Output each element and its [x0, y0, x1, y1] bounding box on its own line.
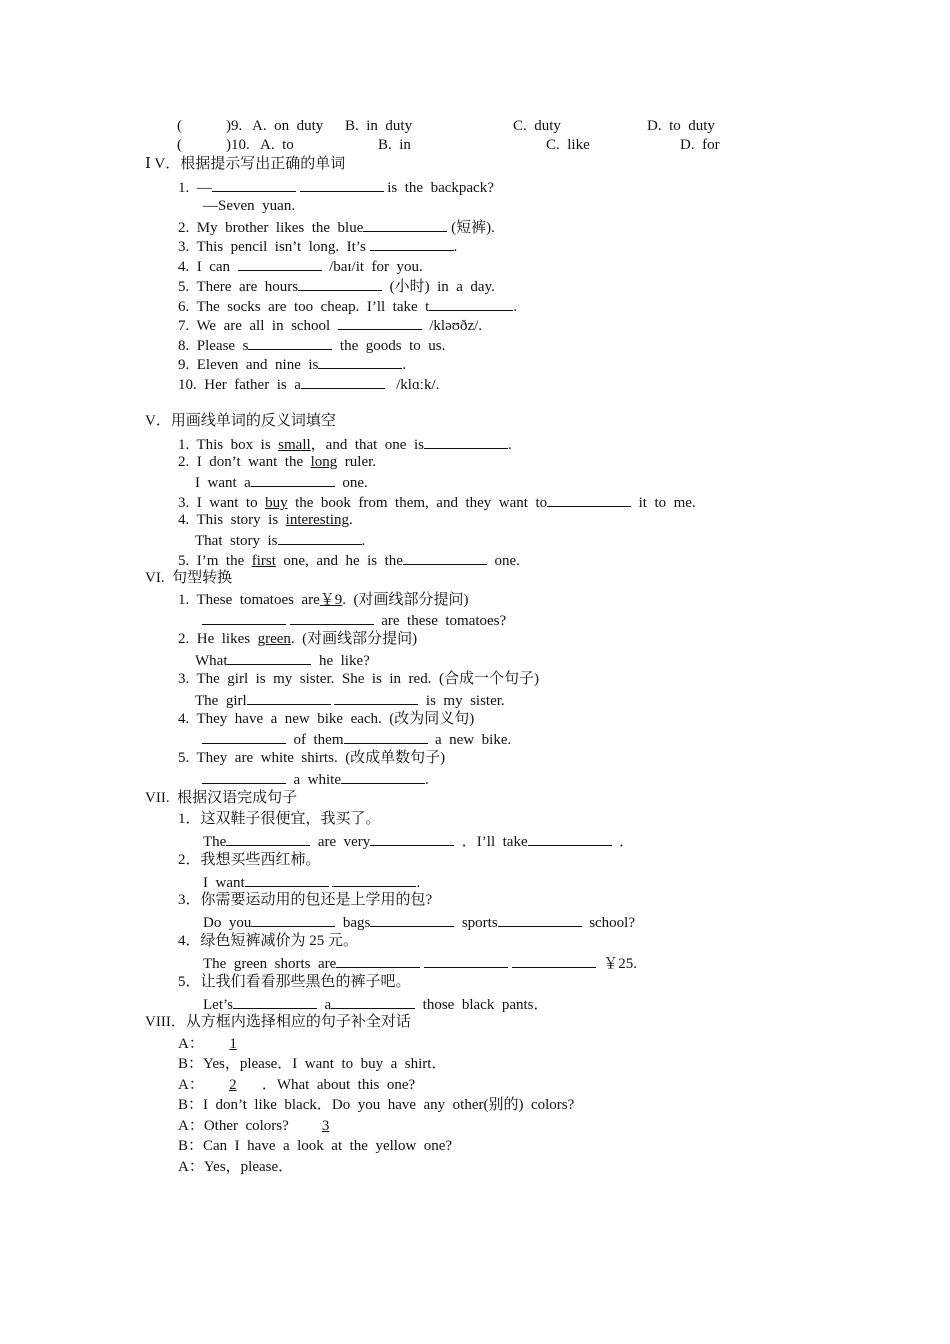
- answer-blank: [226, 831, 310, 846]
- s6-q3: 3. The girl is my sister. She is in red. (合成一个句子): [178, 671, 539, 687]
- mc-10-option-c: C. like: [546, 137, 590, 153]
- mc-paren-10: (: [177, 137, 182, 153]
- answer-blank: [331, 994, 415, 1009]
- answer-blank: [202, 729, 286, 744]
- answer-blank: [370, 912, 454, 927]
- answer-blank: [363, 217, 447, 232]
- answer-blank: [424, 434, 508, 449]
- mc-number-9: )9.: [226, 118, 243, 134]
- blank-number-2: 2: [229, 1077, 237, 1093]
- mc-9-option-c: C. duty: [513, 118, 561, 134]
- mc-9-option-d: D. to duty: [647, 118, 715, 134]
- answer-blank: [238, 256, 322, 271]
- answer-blank: [528, 831, 612, 846]
- mc-10-option-a: A. to: [260, 137, 294, 153]
- answer-blank: [251, 472, 335, 487]
- section-4-heading: Ⅰ V．根据提示写出正确的单词: [145, 156, 346, 172]
- answer-blank: [424, 953, 508, 968]
- mc-number-10: )10.: [226, 137, 250, 153]
- answer-blank: [332, 872, 416, 887]
- s4-q4: 4. I can /baɪ/it for you.: [178, 256, 423, 277]
- mc-10-option-d: D. for: [680, 137, 720, 153]
- s6-q5: 5. They are white shirts. (改成单数句子): [178, 750, 446, 766]
- s4-q7: 7. We are all in school /kləʊðz/.: [178, 315, 482, 336]
- s6-q5-line2: a white .: [202, 769, 429, 790]
- s4-q6: 6. The socks are too cheap. I’ll take t .: [178, 296, 517, 317]
- s4-q2: 2. My brother likes the blue (短裤).: [178, 217, 495, 238]
- answer-blank: [298, 276, 382, 291]
- dialogue-line-2: B：Yes，please．I want to buy a shirt．: [178, 1056, 447, 1072]
- answer-blank: [370, 236, 454, 251]
- section-5-heading: V．用画线单词的反义词填空: [145, 413, 336, 429]
- s6-q2: 2. He likes green. (对画线部分提问): [178, 631, 418, 647]
- dialogue-line-1: A： 1: [178, 1036, 237, 1052]
- s5-q2: 2. I don’t want the long ruler.: [178, 454, 377, 470]
- s4-q8: 8. Please s the goods to us.: [178, 335, 445, 356]
- dialogue-line-7: A：Yes，please．: [178, 1159, 294, 1175]
- section-8-heading: VIII．从方框内选择相应的句子补全对话: [145, 1014, 411, 1030]
- answer-blank: [300, 177, 384, 192]
- mc-paren-9: (: [177, 118, 182, 134]
- answer-blank: [247, 690, 331, 705]
- answer-blank: [498, 912, 582, 927]
- s7-q4: The green shorts are ￥25.: [203, 953, 637, 974]
- s7-q2: I want .: [203, 872, 420, 893]
- s7-q4-chinese: 4．绿色短裤减价为 25 元。: [178, 933, 359, 949]
- s5-q4-line2: That story is .: [195, 530, 365, 551]
- mc-10-option-b: B. in: [378, 137, 411, 153]
- mc-9-option-a: A. on duty: [252, 118, 324, 134]
- blank-number-3: 3: [321, 1118, 330, 1134]
- section-6-heading: VI. 句型转换: [145, 570, 233, 586]
- dialogue-line-5: A：Other colors? 3: [178, 1118, 330, 1134]
- s4-q1-answer: —Seven yuan.: [203, 198, 296, 214]
- answer-blank: [512, 953, 596, 968]
- s5-q2-line2: I want a one.: [195, 472, 368, 493]
- s7-q2-chinese: 2．我想买些西红柿。: [178, 852, 321, 868]
- blank-number-1: 1: [229, 1036, 237, 1052]
- mc-9-option-b: B. in duty: [345, 118, 413, 134]
- s4-q5: 5. There are hours (小时) in a day.: [178, 276, 495, 297]
- s7-q1: The are very ．I’ll take ．: [203, 831, 634, 852]
- answer-blank: [301, 374, 385, 389]
- answer-blank: [251, 912, 335, 927]
- s6-q4-line2: of them a new bike.: [202, 729, 511, 750]
- answer-blank: [278, 530, 362, 545]
- answer-blank: [212, 177, 296, 192]
- answer-blank: [290, 610, 374, 625]
- answer-blank: [248, 335, 332, 350]
- answer-blank: [370, 831, 454, 846]
- s4-q9: 9. Eleven and nine is .: [178, 354, 406, 375]
- answer-blank: [245, 872, 329, 887]
- s7-q3: Do you bags sports school?: [203, 912, 635, 933]
- dialogue-line-4: B：I don’t like black．Do you have any other(别的) colors?: [178, 1097, 575, 1113]
- s7-q3-chinese: 3．你需要运动用的包还是上学用的包?: [178, 892, 433, 908]
- s6-q1-line2: are these tomatoes?: [202, 610, 506, 631]
- answer-blank: [334, 690, 418, 705]
- section-7-heading: VII. 根据汉语完成句子: [145, 790, 298, 806]
- s7-q1-chinese: 1．这双鞋子很便宜，我买了。: [178, 811, 381, 827]
- s5-q1: 1. This box is small，and that one is .: [178, 434, 512, 455]
- answer-blank: [338, 315, 422, 330]
- answer-blank: [202, 610, 286, 625]
- s6-q1: 1. These tomatoes are￥9. (对画线部分提问): [178, 592, 469, 608]
- answer-blank: [429, 296, 513, 311]
- s7-q5: Let’s a those black pants．: [203, 994, 548, 1015]
- dialogue-line-3: A： 2 ．What about this one?: [178, 1077, 416, 1093]
- answer-blank: [341, 769, 425, 784]
- s5-q5: 5. I’m the first one, and he is the one.: [178, 550, 520, 571]
- dialogue-line-6: B：Can I have a look at the yellow one?: [178, 1138, 453, 1154]
- answer-blank: [318, 354, 402, 369]
- s4-q3: 3. This pencil isn’t long. It’s .: [178, 236, 457, 257]
- answer-blank: [202, 769, 286, 784]
- s6-q2-line2: What he like?: [195, 650, 370, 671]
- s4-q1: 1. — is the backpack?: [178, 177, 494, 198]
- s4-q10: 10. Her father is a /klɑːk/.: [178, 374, 439, 395]
- answer-blank: [233, 994, 317, 1009]
- s5-q4: 4. This story is interesting.: [178, 512, 353, 528]
- answer-blank: [547, 492, 631, 507]
- answer-blank: [403, 550, 487, 565]
- answer-blank: [344, 729, 428, 744]
- s7-q5-chinese: 5．让我们看看那些黑色的裤子吧。: [178, 974, 411, 990]
- answer-blank: [336, 953, 420, 968]
- answer-blank: [227, 650, 311, 665]
- s6-q3-line2: The girl is my sister.: [195, 690, 505, 711]
- s5-q3: 3. I want to buy the book from them, and they want to it to me.: [178, 492, 696, 513]
- s6-q4: 4. They have a new bike each. (改为同义句): [178, 711, 475, 727]
